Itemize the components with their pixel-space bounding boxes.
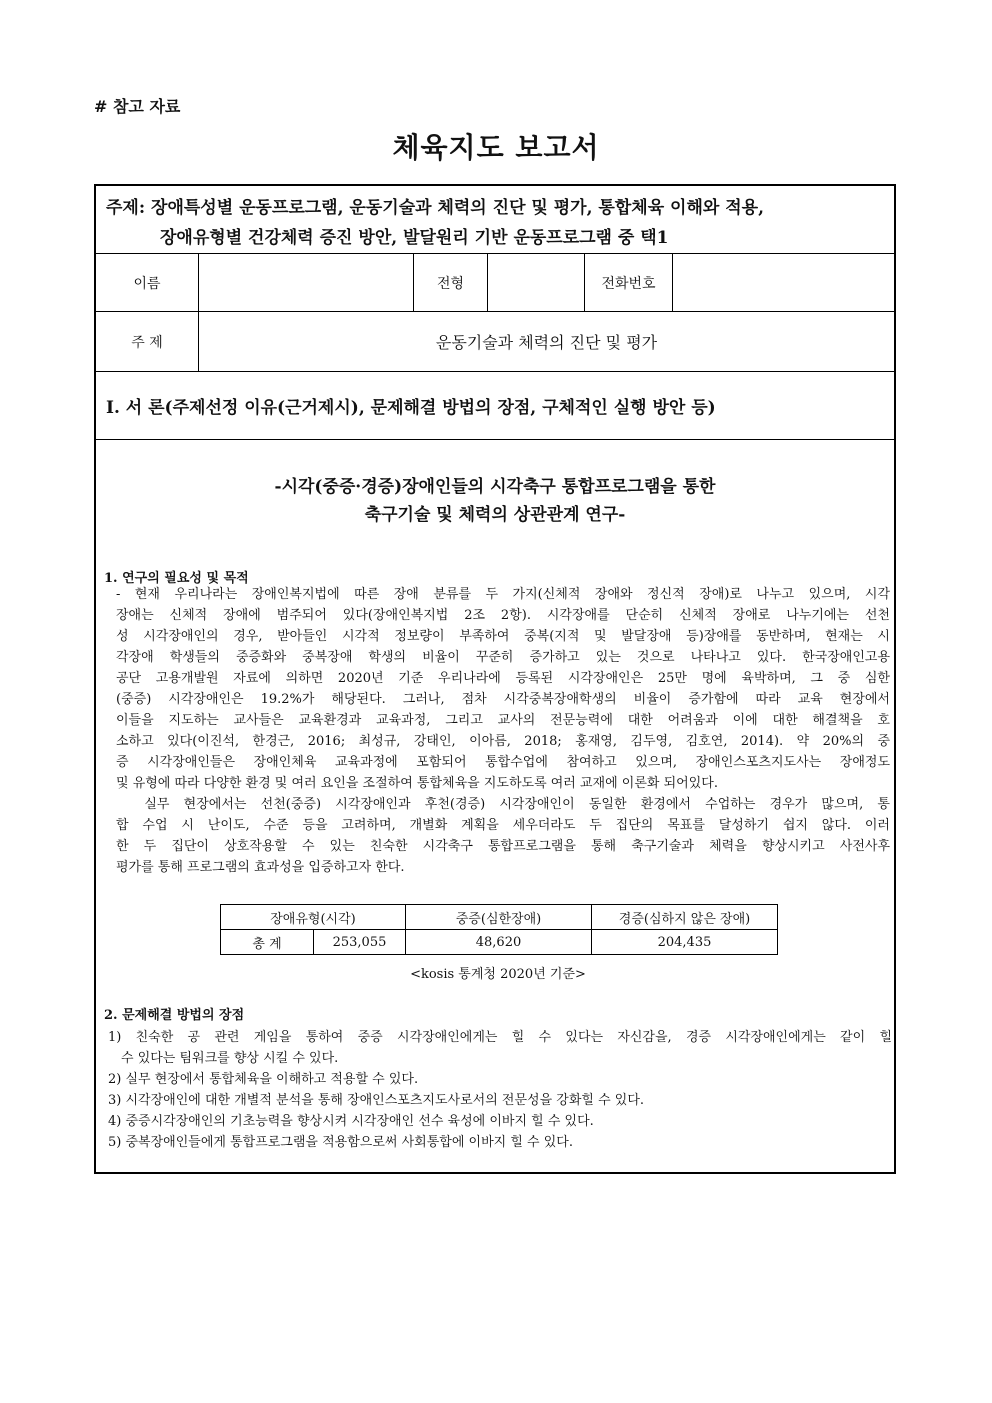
- table-header-cell: 중증(심한장애): [406, 905, 592, 930]
- para1-line: 및 유형에 따라 다양한 환경 및 여러 요인을 조절하여 통합체육을 지도하도록 여러 교재에 이론화 되어있다.: [116, 776, 718, 791]
- research-title-line-1: -시각(중증·경증)장애인들의 시각축구 통합프로그램을 통한: [274, 477, 716, 497]
- table-header-row: [221, 905, 778, 930]
- name-field[interactable]: [199, 254, 414, 311]
- advantage-item-2: 2) 실무 현장에서 통합체육을 이해하고 적용할 수 있다.: [108, 1072, 419, 1087]
- table-header-cell: 경증(심하지 않은 장애): [592, 905, 778, 930]
- para1-line: 장애는 신체적 장애에 범주되어 있다(장애인복지법 2조 2항). 시각장애를 단순히 신체적 장애로 나누기에는 선천: [116, 608, 890, 623]
- subject-label: 주 제: [96, 312, 199, 371]
- para2-line: 평가를 통해 프로그램의 효과성을 입증하고자 한다.: [116, 860, 405, 875]
- para2-line: 한 두 집단이 상호작용할 수 있는 친숙한 시각축구 통합프로그램을 통해 축구기술과 체력을 향상시키고 사전사후: [116, 839, 890, 854]
- para1-line: - 현재 우리나라는 장애인복지법에 따른 장애 분류를 두 가지(신체적 장애와 정신적 장애)로 나누고 있으며, 시각: [116, 587, 890, 602]
- name-label: 이름: [96, 254, 199, 311]
- info-row: [96, 254, 894, 312]
- intro-section-row: [96, 372, 894, 440]
- para1-line: 성 시각장애인의 경우, 받아들인 시각적 정보량이 부족하여 중복(지적 및 발달장애 등)장애를 동반하며, 현재는 시: [116, 629, 890, 644]
- para1-line: (중증) 시각장애인은 19.2%가 해당된다. 그러나, 점차 시각중복장애학생의 비율이 증가함에 따라 교육 현장에서: [116, 692, 890, 707]
- research-title-line-2: 축구기술 및 체력의 상관관계 연구-: [364, 505, 626, 525]
- admission-type-field[interactable]: [488, 254, 585, 311]
- advantage-item-5: 5) 중복장애인들에게 통합프로그램을 적용함으로써 사회통합에 이바지 힐 수 있다.: [108, 1135, 573, 1150]
- para2-line: 합 수업 시 난이도, 수준 등을 고려하며, 개별화 계획을 세우더라도 두 집단의 목표를 달성하기 쉽지 않다. 이러: [116, 818, 890, 833]
- para2-line: 실무 현장에서는 선천(중증) 시각장애인과 후천(경증) 시각장애인이 동일한 환경에서 수업하는 경우가 많으며, 통: [116, 797, 890, 812]
- section1-paragraph-1: [116, 584, 890, 878]
- topic-row: [96, 186, 894, 254]
- admission-type-label: 전형: [414, 254, 488, 311]
- para1-line: 증 시각장애인들은 장애인체육 교육과정에 포함되어 통합수업에 참여하고 있으며, 장애인스포츠지도사는 장애정도: [116, 755, 890, 770]
- table-cell-mild: 204,435: [592, 930, 778, 955]
- advantage-item-3: 3) 시각장애인에 대한 개별적 분석을 통해 장애인스포츠지도사로서의 전문성을 강화힐 수 있다.: [108, 1093, 645, 1108]
- report-form: [94, 184, 896, 1174]
- section2-heading: 2. 문제해결 방법의 장점: [104, 1008, 245, 1023]
- subject-row: [96, 312, 894, 372]
- table-cell-severe: 48,620: [406, 930, 592, 955]
- subject-value: 운동기술과 체력의 진단 및 평가: [435, 333, 658, 352]
- para1-line: 소하고 있다(이진석, 한경근, 2016; 최성규, 강태인, 이아름, 2018; 홍재영, 김두영, 김호연, 2014). 약 20%의 중: [116, 734, 890, 749]
- document-title: 체육지도 보고서: [392, 131, 600, 164]
- advantage-item-4: 4) 중증시각장애인의 기초능력을 향상시켜 시각장애인 선수 육성에 이바지 힐 수 있다.: [108, 1114, 594, 1129]
- para1-line: 공단 고용개발원 자료에 의하면 2020년 기준 우리나라에 등록된 시각장애인은 25만 명에 육박하며, 그 중 심한: [116, 671, 890, 686]
- table-cell-total: 253,055: [314, 930, 406, 955]
- intro-section-heading: Ⅰ. 서 론(주제선정 이유(근거제시), 문제해결 방법의 장점, 구체적인 실행 방안 등): [106, 398, 716, 418]
- phone-field[interactable]: [673, 254, 894, 311]
- table-header-cell: 장애유형(시각): [221, 905, 406, 930]
- topic-line-1: 주제: 장애특성별 운동프로그램, 운동기술과 체력의 진단 및 평가, 통합체육 이해와 적용,: [106, 198, 764, 218]
- advantage-item-1: 1) 친숙한 공 관련 게임을 통하여 중증 시각장애인에게는 힐 수 있다는 자신감을, 경증 시각장애인에게는 같이 힐: [108, 1030, 892, 1045]
- advantage-item-1-cont: 수 있다는 팀워크를 향상 시킬 수 있다.: [121, 1051, 339, 1066]
- para1-line: 이들을 지도하는 교사들은 교육환경과 교육과정, 그리고 교사의 전문능력에 대한 어려움과 이에 대한 해결책을 호: [116, 713, 890, 728]
- reference-label: # 참고 자료: [94, 97, 181, 116]
- table-row: [221, 930, 778, 955]
- section1-heading: 1. 연구의 필요성 및 목적: [104, 571, 249, 586]
- para1-line: 각장애 학생들의 중증화와 중복장애 학생의 비율이 꾸준히 증가하고 있는 것으로 나타나고 있다. 한국장애인고용: [116, 650, 890, 665]
- statistics-table: [220, 904, 778, 955]
- table-row-label: 총 계: [221, 930, 314, 955]
- table-caption: <kosis 통계청 2020년 기준>: [410, 967, 586, 982]
- phone-label: 전화번호: [585, 254, 673, 311]
- topic-line-2: 장애유형별 건강체력 증진 방안, 발달원리 기반 운동프로그램 중 택1: [160, 228, 669, 248]
